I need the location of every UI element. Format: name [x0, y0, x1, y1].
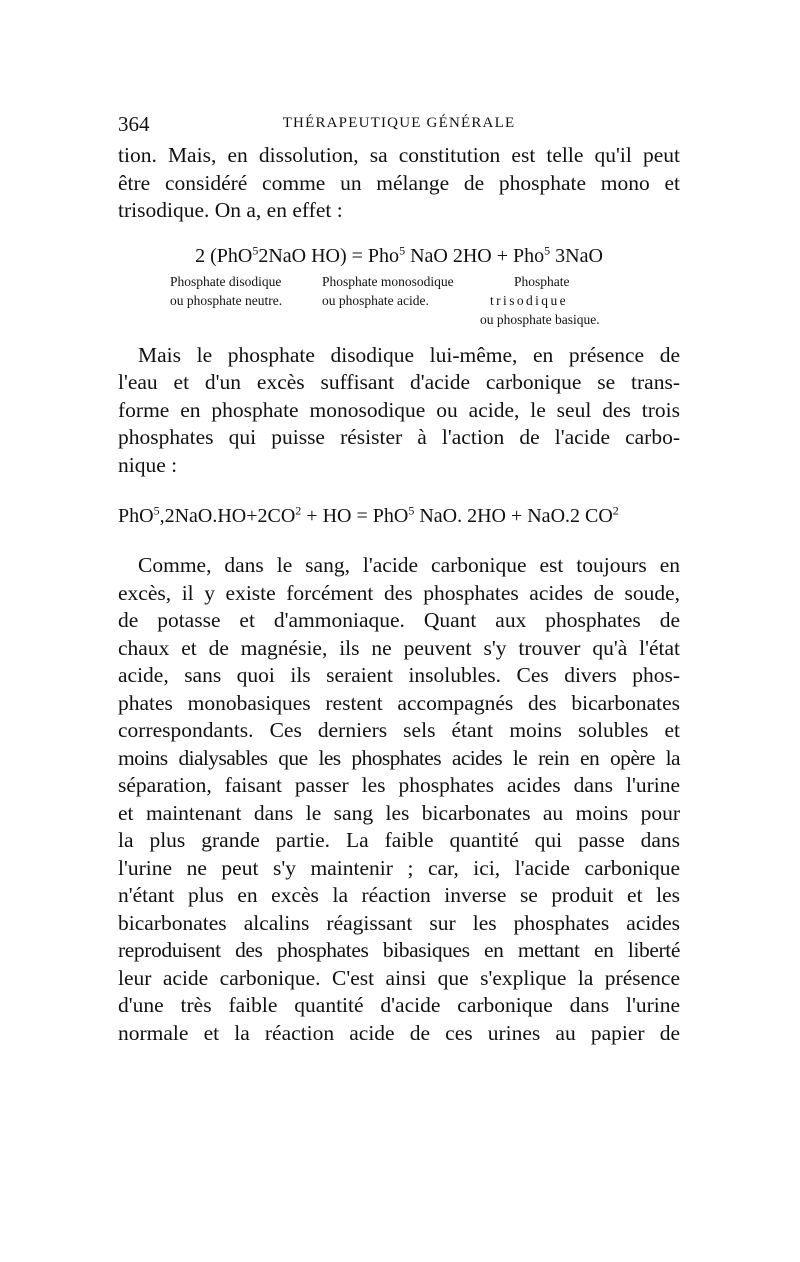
text-line: la plus grande partie. La faible quantité qui passe dans: [118, 828, 680, 852]
paragraph-3: [118, 552, 680, 1047]
text-line: reproduisent des phosphates bibasiques en mettant en liberté: [118, 938, 680, 962]
text-line: n'étant plus en excès la réaction inverse se produit et les: [118, 883, 680, 907]
label-monosodique: Phosphate monosodique ou phosphate acide.: [322, 273, 454, 308]
equation-1-labels: [118, 272, 680, 330]
text-line: de potasse et d'ammoniaque. Quant aux phosphates de: [118, 608, 680, 632]
paragraph-1: [118, 142, 680, 225]
text-line: normale et la réaction acide de ces urines au papier de: [118, 1020, 680, 1045]
book-page: [118, 112, 680, 1047]
text-line: Comme, dans le sang, l'acide carbonique est toujours en: [138, 553, 680, 577]
label-disodique: Phosphate disodique ou phosphate neutre.: [170, 273, 283, 308]
text-line: phosphates qui puisse résister à l'action de l'acide carbo-: [118, 425, 680, 449]
text-line: excès, il y existe forcément des phosphates acides de soude,: [118, 580, 680, 605]
text-line: être considéré comme un mélange de phosphate mono et: [118, 170, 680, 195]
text-line: séparation, faisant passer les phosphates acides dans l'urine: [118, 773, 680, 797]
page-header: [118, 112, 680, 142]
label-trisodique: Phosphate trisodique ou phosphate basique.: [480, 273, 600, 327]
text-line: tion. Mais, en dissolution, sa constitution est telle qu'il peut: [118, 143, 680, 167]
running-title: THÉRAPEUTIQUE GÉNÉRALE: [282, 115, 516, 131]
text-line: bicarbonates alcalins réagissant sur les phosphates acides: [118, 910, 680, 935]
text-line: l'eau et d'un excès suffisant d'acide carbonique se trans-: [118, 370, 680, 394]
text-line: forme en phosphate monosodique ou acide, le seul des trois: [118, 397, 680, 422]
text-line: chaux et de magnésie, ils ne peuvent s'y trouver qu'à l'état: [118, 635, 680, 660]
text-line: phates monobasiques restent accompagnés des bicarbonates: [118, 690, 680, 715]
page-number: 364: [118, 112, 150, 136]
text-line: correspondants. Ces derniers sels étant moins solubles et: [118, 718, 680, 742]
text-line: d'une très faible quantité d'acide carbonique dans l'urine: [118, 993, 680, 1017]
text-line: trisodique. On a, en effet :: [118, 198, 343, 222]
text-line: l'urine ne peut s'y maintenir ; car, ici, l'acide carbonique: [118, 855, 680, 880]
equation-1: 2 (PhO$^5$2NaO HO) = Pho$^5$ NaO 2HO + Pho$^5$ 3NaO: [195, 242, 603, 267]
text-line: Mais le phosphate disodique lui-même, en présence de: [138, 342, 680, 367]
equation-2: $PhO^5,2NaO.HO+2CO^2$ + HO = PhO$^5$ NaO. 2HO + NaO.2 $CO^2$: [118, 503, 619, 527]
text-line: acide, sans quoi ils seraient insolubles. Ces divers phos-: [118, 663, 680, 687]
paragraph-2: [118, 342, 680, 480]
text-line: leur acide carbonique. C'est ainsi que s'explique la présence: [118, 965, 680, 990]
text-line: et maintenant dans le sang les bicarbonates au moins pour: [118, 800, 680, 825]
text-line: nique :: [118, 452, 178, 477]
text-line: moins dialysables que les phosphates acides le rein en opère la: [118, 745, 680, 770]
